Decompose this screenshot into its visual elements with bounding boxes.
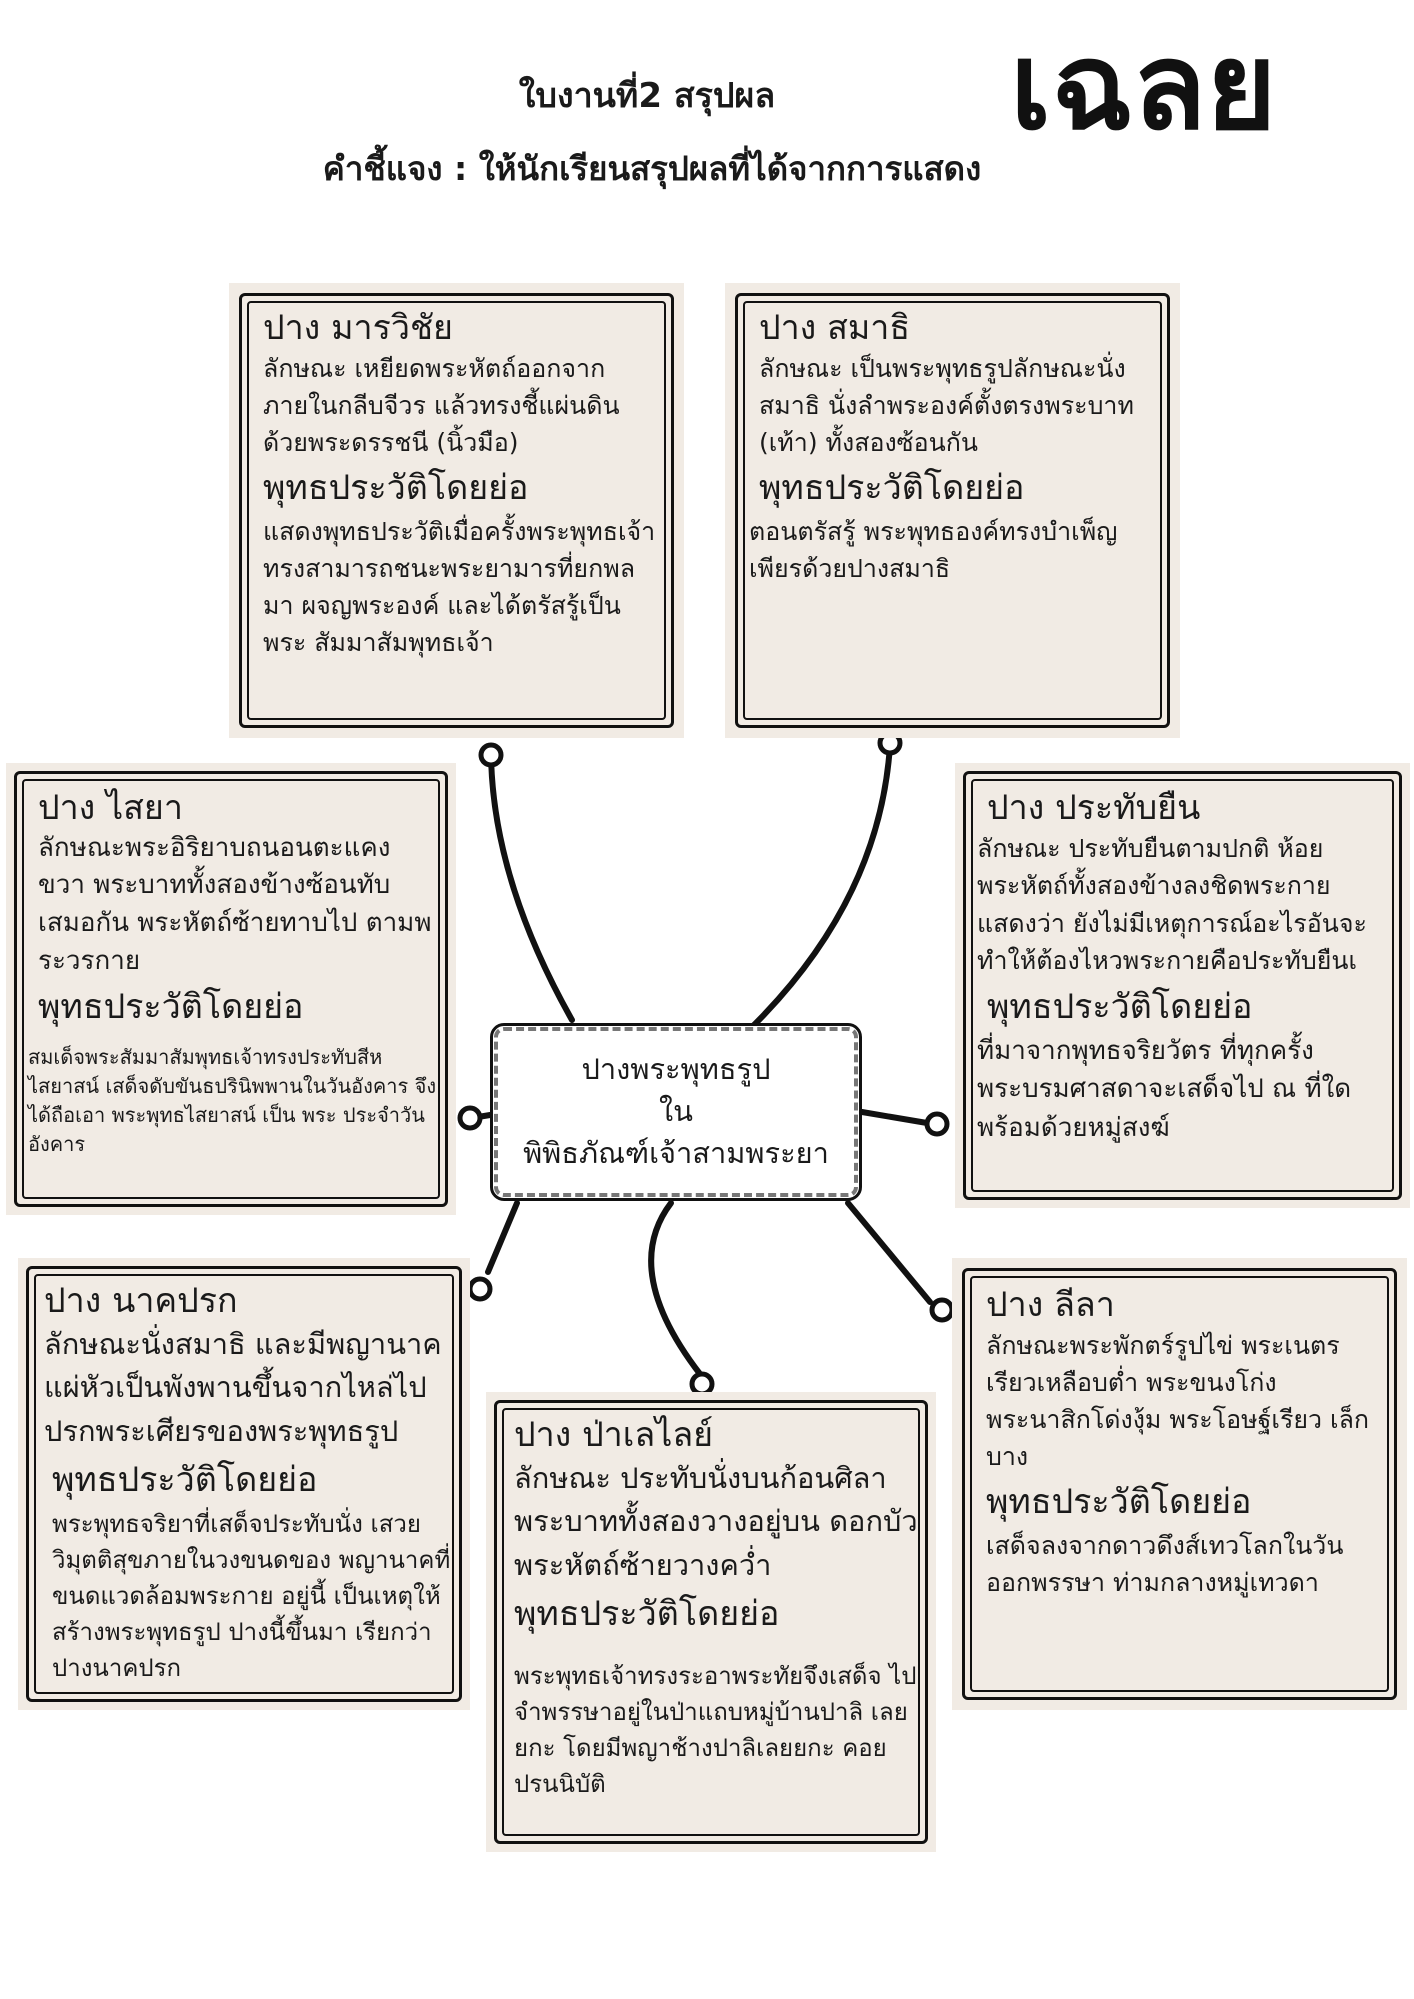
answer-key-label: เฉลย <box>1010 18 1277 157</box>
node-prathabyuen <box>927 1114 947 1134</box>
history-summary: ที่มาจากพุทธจริยวัตร ที่ทุกครั้ง พระบรมศาสดาจะเสด็จไป ณ ที่ใด พร้อมด้วยหมู่สงฆ์ <box>977 1036 1352 1143</box>
history-heading: พุทธประวัติโดยย่อ <box>514 1594 780 1634</box>
node-palelai <box>692 1374 712 1394</box>
worksheet-title-text: ใบงานที่2 สรุปผล <box>518 76 776 116</box>
history-heading: พุทธประวัติโดยย่อ <box>759 467 1025 508</box>
connector-palelai <box>651 1203 700 1374</box>
history-summary: สมเด็จพระสัมมาสัมพุทธเจ้าทรงประทับสีห ไสยาสน์ เสด็จดับขันธปรินิพพานในวันอังคาร จึงได้ถือเอา พระพุทธไสยาสน์ เป็น พระ ประจำวันอังคาร <box>28 1044 437 1156</box>
history-heading: พุทธประวัติโดยย่อ <box>38 987 304 1028</box>
node-marawichai <box>481 745 501 765</box>
central-topic-line-1: ปางพระพุทธรูป <box>581 1052 771 1086</box>
pose-card-samathi <box>725 283 1180 738</box>
history-summary: แสดงพุทธประวัติเมื่อครั้งพระพุทธเจ้า ทรงสามารถชนะพระยามารที่ยกพลมา ผจญพระองค์ และได้ตรัสรู้เป็นพระ สัมมาสัมพุทธเจ้า <box>263 517 656 657</box>
connector-lila <box>848 1203 930 1302</box>
pose-name: ปาง ลีลา <box>986 1285 1115 1325</box>
pose-card-prathabyuen <box>955 763 1410 1208</box>
pose-name: ปาง ป่าเลไลย์ <box>514 1415 714 1455</box>
pose-description: ลักษณะ เป็นพระพุทธรูปลักษณะนั่ง สมาธิ นั่งลำพระองค์ตั้งตรงพระบาท (เท้า) ทั้งสองซ้อนกัน <box>759 353 1134 457</box>
node-saiya <box>460 1108 480 1128</box>
pose-name: ปาง สมาธิ <box>759 308 911 348</box>
instruction-text: คำชี้แจง : ให้นักเรียนสรุปผลที่ได้จากการแสดง <box>322 149 982 188</box>
history-summary: ตอนตรัสรู้ พระพุทธองค์ทรงบำเพ็ญ เพียรด้วยปางสมาธิ <box>749 517 1118 583</box>
node-nakprok <box>470 1279 490 1299</box>
pose-description: ลักษณะ เหยียดพระหัตถ์ออกจาก ภายในกลีบจีวร แล้วทรงชี้แผ่นดิน ด้วยพระดรรชนี (นิ้วมือ) <box>263 353 620 457</box>
pose-name: ปาง ประทับยืน <box>987 788 1201 828</box>
pose-description: ลักษณะ ประทับนั่งบนก้อนศิลา พระบาททั้งสองวางอยู่บน ดอกบัว พระหัตถ์ซ้ายวางคว่ำ <box>514 1460 918 1582</box>
connector-marawichai <box>491 755 572 1020</box>
connector-nakprok <box>488 1203 517 1272</box>
pose-name: ปาง มารวิชัย <box>263 308 453 348</box>
pose-card-nakprok <box>18 1258 470 1710</box>
history-heading: พุทธประวัติโดยย่อ <box>987 986 1253 1027</box>
history-summary: พระพุทธเจ้าทรงระอาพระทัยจึงเสด็จ ไปจำพรรษาอยู่ในป่าแถบหมู่บ้านปาลิ เลยยกะ โดยมีพญาช้างปาลิเลยยกะ คอยปรนนิบัติ <box>514 1661 917 1798</box>
node-lila <box>932 1300 952 1320</box>
pose-card-marawichai <box>229 283 684 738</box>
pose-description: ลักษณะนั่งสมาธิ และมีพญานาค แผ่หัวเป็นพังพานขึ้นจากไหล่ไป ปรกพระเศียรของพระพุทธรูป <box>44 1326 442 1448</box>
central-topic-line-2: ใน <box>659 1094 693 1128</box>
history-heading: พุทธประวัติโดยย่อ <box>986 1481 1252 1522</box>
connector-samathi <box>752 745 890 1027</box>
pose-card-lila <box>952 1258 1407 1710</box>
central-topic-line-3: พิพิธภัณฑ์เจ้าสามพระยา <box>523 1136 829 1170</box>
pose-card-palelai <box>486 1392 936 1852</box>
pose-description: ลักษณะ ประทับยืนตามปกติ ห้อย พระหัตถ์ทั้งสองข้างลงชิดพระกาย แสดงว่า ยังไม่มีเหตุการณ์อะไรอันจะ ทำให้ต้องไหวพระกายคือประทับยืนเ <box>977 833 1367 975</box>
pose-name: ปาง ไสยา <box>38 788 183 828</box>
central-topic <box>490 1023 862 1201</box>
pose-card-saiya <box>6 763 456 1215</box>
connector-prathabyuen <box>862 1112 933 1124</box>
pose-description: ลักษณะพระอิริยาบถนอนตะแคง ขวา พระบาททั้งสองข้างซ้อนทับ เสมอกัน พระหัตถ์ซ้ายทาบไป ตามพระวรกาย <box>38 832 432 976</box>
history-heading: พุทธประวัติโดยย่อ <box>263 467 529 508</box>
pose-name: ปาง นาคปรก <box>44 1281 238 1321</box>
history-heading: พุทธประวัติโดยย่อ <box>52 1460 318 1500</box>
history-summary: พระพุทธจริยาที่เสด็จประทับนั่ง เสวยวิมุตติสุขภายในวงขนดของ พญานาคที่ขนดแวดล้อมพระกาย อยู่นี้ เป็นเหตุให้สร้างพระพุทธรูป ปางนี้ขึ้นมา เรียกว่า ปางนาคปรก <box>52 1509 451 1682</box>
history-summary: เสด็จลงจากดาวดึงส์เทวโลกในวัน ออกพรรษา ท่ามกลางหมู่เทวดา <box>986 1531 1344 1597</box>
pose-description: ลักษณะพระพักตร์รูปไข่ พระเนตร เรียวเหลือบต่ำ พระขนงโก่ง พระนาสิกโด่งงุ้ม พระโอษฐ์เรียว เล็กบาง <box>986 1330 1370 1471</box>
